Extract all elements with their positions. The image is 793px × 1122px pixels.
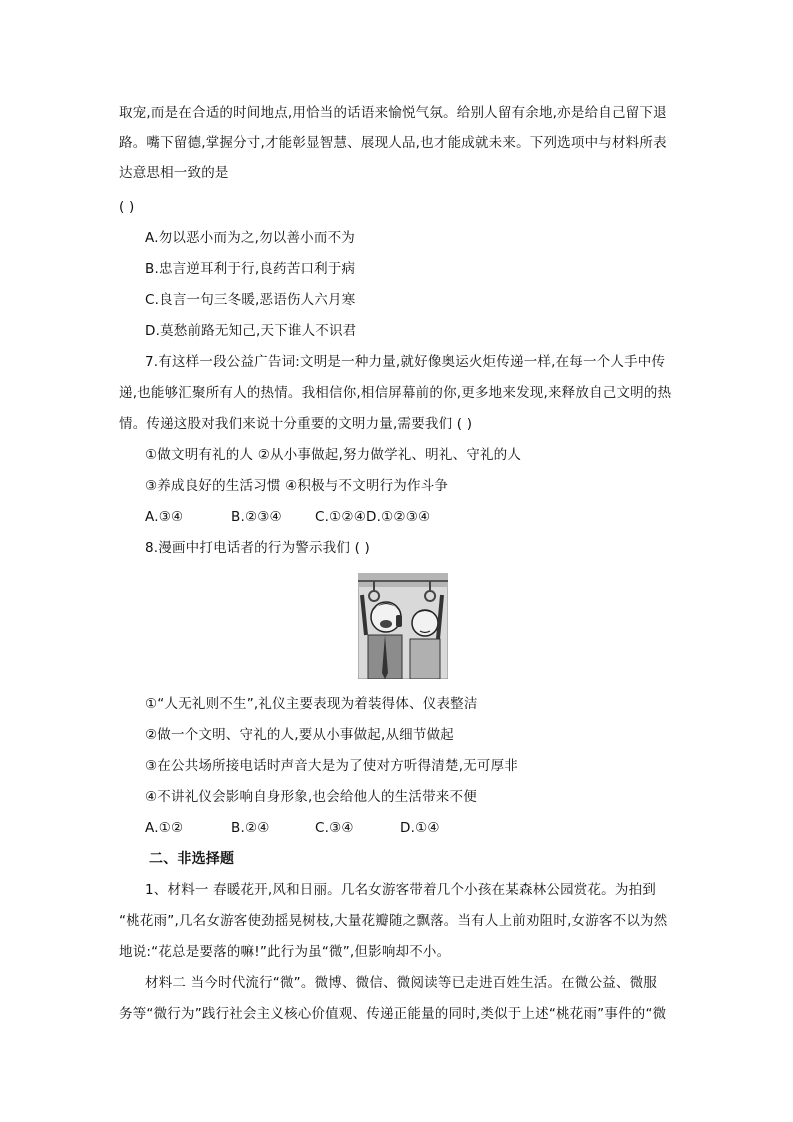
material-1-line-1: 1、材料一 春暖花开,风和日丽。几名女游客带着几个小孩在某森林公园赏花。为拍到: [145, 882, 656, 898]
q7-item-1-2: ①做文明有礼的人 ②从小事做起,努力做学礼、明礼、守礼的人: [145, 447, 522, 463]
material-1-line-3: 地说:“花总是要落的嘛!”此行为虽“微”,但影响却不小。: [119, 944, 451, 960]
q6-stem-line-2: 路。嘴下留德,掌握分寸,才能彰显智慧、展现人品,也才能成就未来。下列选项中与材料所表: [119, 135, 667, 151]
q7-option-cd: C.①②④D.①②③④: [315, 509, 431, 525]
q8-item-1: ①“人无礼则不生”,礼仪主要表现为着装得体、仪表整洁: [145, 696, 478, 712]
q7-item-3-4: ③养成良好的生活习惯 ④积极与不文明行为作斗争: [145, 478, 449, 494]
q6-stem-line-1: 取宠,而是在合适的时间地点,用恰当的话语来愉悦气氛。给别人留有余地,亦是给自己留下退: [119, 105, 667, 121]
material-1-line-2: “桃花雨”,几名女游客使劲摇晃树枝,大量花瓣随之飘落。当有人上前劝阻时,女游客不以为然: [119, 913, 668, 929]
q6-option-b: B.忠言逆耳利于行,良药苦口利于病: [145, 261, 356, 277]
q8-stem: 8.漫画中打电话者的行为警示我们 ( ): [145, 540, 370, 556]
q6-stem-line-3: 达意思相一致的是: [119, 165, 229, 181]
section-heading: 二、非选择题: [149, 851, 235, 867]
q8-item-2: ②做一个文明、守礼的人,要从小事做起,从细节做起: [145, 727, 454, 743]
q6-option-c: C.良言一句三冬暖,恶语伤人六月寒: [145, 292, 356, 308]
q7-stem-line-2: 递,也能够汇聚所有人的热情。我相信你,相信屏幕前的你,更多地来发现,来释放自己文明的热: [119, 385, 672, 401]
q6-option-d: D.莫愁前路无知己,天下谁人不识君: [145, 323, 357, 339]
q8-option-d: D.①④: [400, 820, 440, 836]
q8-option-a: A.①②: [145, 820, 184, 836]
material-2-line-1: 材料二 当今时代流行“微”。微博、微信、微阅读等已走进百姓生活。在微公益、微服: [145, 975, 658, 991]
phone-call-cartoon: [358, 573, 448, 679]
q7-option-b: B.②③④: [231, 509, 282, 525]
q8-item-3: ③在公共场所接电话时声音大是为了使对方听得清楚,无可厚非: [145, 758, 518, 774]
q6-option-a: A.勿以恶小而为之,勿以善小而不为: [145, 230, 355, 246]
q8-item-4: ④不讲礼仪会影响自身形象,也会给他人的生活带来不便: [145, 789, 477, 805]
q8-option-b: B.②④: [231, 820, 270, 836]
q7-stem-line-3: 情。传递这股对我们来说十分重要的文明力量,需要我们 ( ): [119, 416, 473, 432]
material-2-line-2: 务等“微行为”践行社会主义核心价值观、传递正能量的同时,类似于上述“桃花雨”事件的“微: [119, 1006, 667, 1022]
q6-answer-bracket: ( ): [119, 199, 135, 215]
q7-stem-line-1: 7.有这样一段公益广告词:文明是一种力量,就好像奥运火炬传递一样,在每一个人手中传: [145, 354, 666, 370]
q7-option-a: A.③④: [145, 509, 184, 525]
q8-option-c: C.③④: [315, 820, 354, 836]
